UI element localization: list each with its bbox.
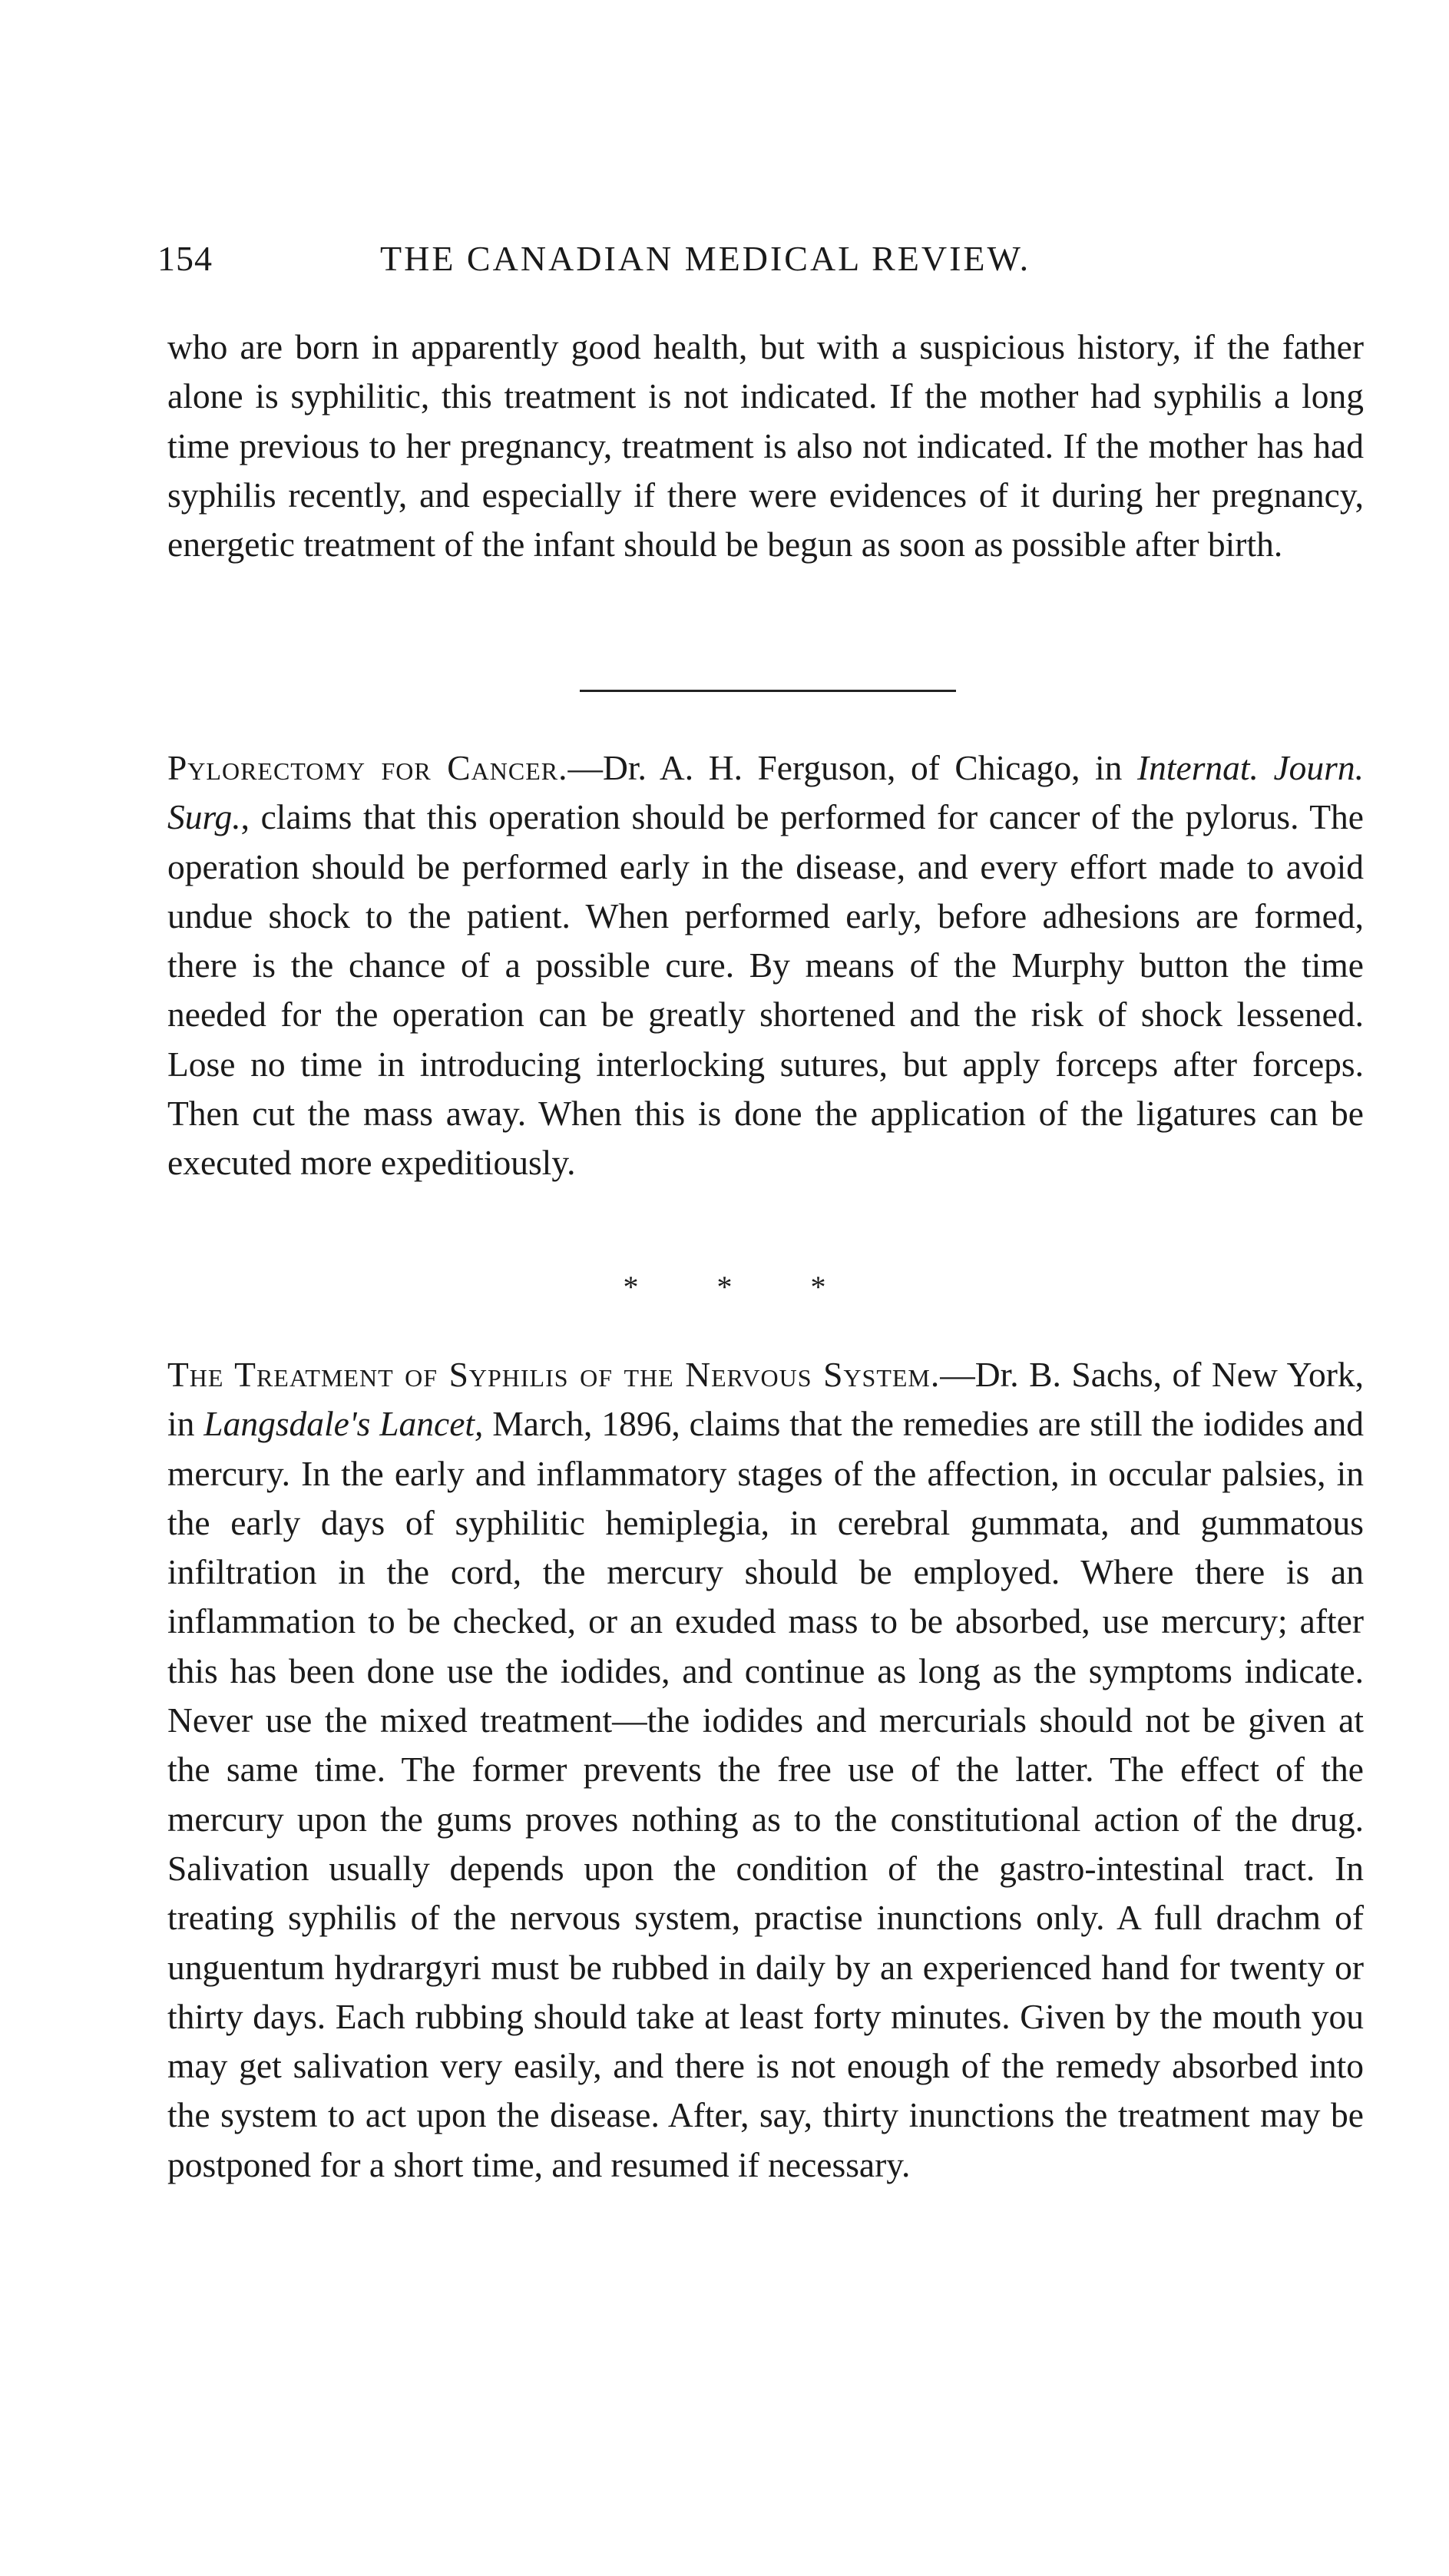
article-title: Pylorectomy for Cancer. [167, 748, 568, 787]
article-pylorectomy [167, 743, 1364, 1188]
running-title: THE CANADIAN MEDICAL REVIEW. [380, 239, 1031, 278]
journal-citation: Langsdale's Lancet, [203, 1404, 484, 1444]
intro-paragraph: who are born in apparently good health, but with a suspicious history, if the father alone is syphilitic, this treatment is not indicated. If the mother had syphilis a long time previous to her pregnancy, treatment is also not indicated. If the mother has had syphilis recently, and especially if there were evidences of it during her pregnancy, energetic treatment of the infant should be begun as soon as possible after birth. [167, 327, 1364, 565]
article-lead: —Dr. A. H. Ferguson, of Chicago, in [567, 748, 1137, 787]
page-number: 154 [157, 239, 213, 278]
article-body: March, 1896, claims that the remedies are still the iodides and mercury. In the early and inflammatory stages of the affection, in occular palsies, in the early days of syphilitic hemiplegia, in cerebral gummata, and gummatous infiltration in the cord, the mercury should be employed. Where there is an inflammation to be checked, or an exuded mass to be absorbed, use mercury; after this has been done use the iodides, and continue as long as the symptoms indicate. Never use the mixed treatment—the iodides and mercurials should not be given at the same time. The former prevents the free use of the latter. The effect of the mercury upon the gums proves nothing as to the constitutional action of the drug. Salivation usually depends upon the condition of the gastro-intestinal tract. In treating syphilis of the nervous system, practise inunctions only. A full drachm of unguentum hydrargyri must be rubbed in daily by an experienced hand for twenty or thirty days. Each rubbing should take at least forty minutes. Given by the mouth you may get salivation very easily, and there is not enough of the remedy absorbed into the system to act upon the disease. After, say, thirty inunctions the treatment may be postponed for a short time, and resumed if necessary. [167, 1404, 1364, 2184]
article-title: The Treatment of Syphilis of the Nervous System. [167, 1355, 941, 1394]
journal-citation: Internat. Journ. Surg. [167, 748, 1364, 837]
article-syphilis-nervous-system [167, 1350, 1364, 2190]
page-header [157, 238, 1367, 300]
article-body: , claims that this operation should be performed for cancer of the pylorus. The operation should be performed early in the disease, and every effort made to avoid undue shock to the patient. When performed early, before adhesions are formed, there is the chance of a possible cure. By means of the Murphy button the time needed for the operation can be greatly shortened and the risk of shock lessened. Lose no time in introducing interlocking sutures, but apply forceps after forceps. Then cut the mass away. When this is done the application of the ligatures can be executed more expeditiously. [167, 797, 1364, 1183]
article-lead: —Dr. B. Sachs, of New York, in [167, 1355, 1364, 1444]
asterism-divider: * * * [623, 1270, 862, 1304]
section-divider [580, 690, 956, 692]
